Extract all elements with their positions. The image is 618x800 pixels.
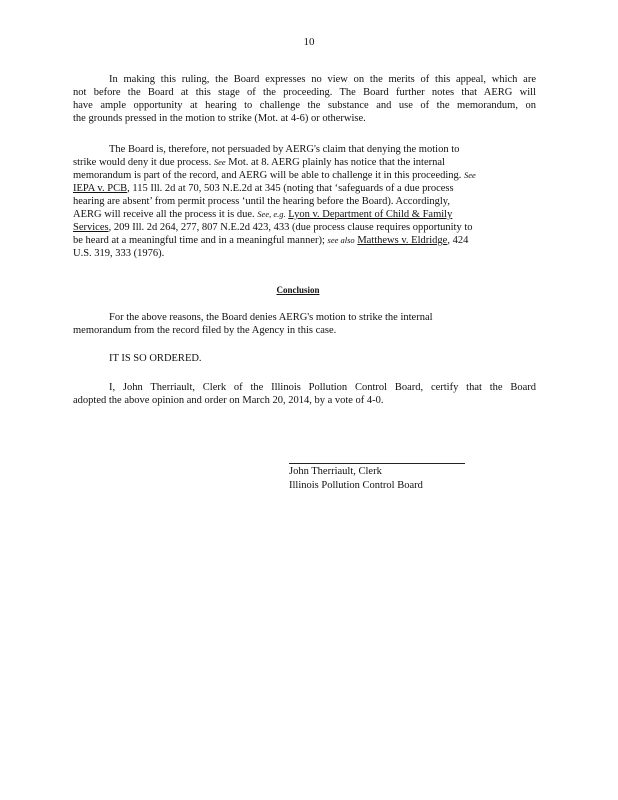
paragraph-line: not before the Board at this stage of the proceeding. The Board further notes that AERG will: [73, 87, 536, 98]
page-number: 10: [303, 36, 315, 48]
order-statement: IT IS SO ORDERED.: [109, 353, 202, 364]
signer-name: John Therriault, Clerk: [289, 466, 382, 477]
paragraph-line: [73, 182, 536, 195]
signature-block: [289, 465, 423, 493]
citation-signal: see also: [327, 235, 355, 245]
paragraph-ruling: [73, 73, 536, 125]
text: , 209 Ill. 2d 264, 277, 807 N.E.2d 423, 433 (due process clause requires opportunity to: [108, 222, 473, 233]
paragraph-line: have ample opportunity at hearing to challenge the substance and use of the memorandum, on: [73, 100, 536, 111]
paragraph-line: I, John Therriault, Clerk of the Illinois Pollution Control Board, certify that the Board: [109, 382, 536, 393]
paragraph-line: adopted the above opinion and order on March 20, 2014, by a vote of 4-0.: [73, 395, 384, 406]
signature-line: [289, 463, 465, 464]
citation-signal: See: [464, 170, 476, 180]
paragraph-due-process: [73, 143, 536, 260]
text: strike would deny it due process.: [73, 157, 212, 168]
text: memorandum is part of the record, and AERG will be able to challenge it in this proceeding.: [73, 170, 462, 181]
section-heading: [0, 284, 618, 297]
heading-text: Conclusion: [276, 285, 320, 295]
paragraph-line: For the above reasons, the Board denies AERG's motion to strike the internal: [109, 312, 433, 323]
paragraph-line: U.S. 319, 333 (1976).: [73, 248, 165, 259]
paragraph-line: [73, 234, 536, 247]
case-name: Lyon v. Department of Child & Family: [288, 209, 453, 220]
paragraph-line: memorandum from the record filed by the Agency in this case.: [73, 325, 337, 336]
text: , 424: [447, 235, 469, 246]
paragraph-line: [73, 221, 536, 234]
text: AERG will receive all the process it is due.: [73, 209, 255, 220]
signer-organization: Illinois Pollution Control Board: [289, 480, 423, 491]
citation-signal: See: [213, 157, 226, 167]
paragraph-line: [73, 208, 536, 221]
paragraph-line: hearing are absent’ from permit process ‘until the hearing before the Board). Accordingly,: [73, 196, 450, 207]
text: be heard at a meaningful time and in a meaningful manner);: [73, 235, 325, 246]
citation-signal: See, e.g.: [257, 209, 286, 219]
paragraph-certification: [73, 381, 536, 407]
paragraph-line: [73, 169, 536, 182]
paragraph-line: [73, 156, 536, 169]
paragraph-conclusion: [73, 311, 479, 337]
case-name: Matthews v. Eldridge: [357, 235, 448, 246]
case-name: IEPA v. PCB: [73, 183, 128, 194]
paragraph-line: the grounds pressed in the motion to strike (Mot. at 4-6) or otherwise.: [73, 113, 366, 124]
paragraph-line: The Board is, therefore, not persuaded by AERG's claim that denying the motion to: [109, 144, 460, 155]
text: Mot. at 8. AERG plainly has notice that the internal: [228, 157, 445, 168]
case-name: Services: [73, 222, 109, 233]
paragraph-line: In making this ruling, the Board expresses no view on the merits of this appeal, which are: [109, 74, 536, 85]
text: , 115 Ill. 2d at 70, 503 N.E.2d at 345 (noting that ‘safeguards of a due process: [127, 183, 454, 194]
